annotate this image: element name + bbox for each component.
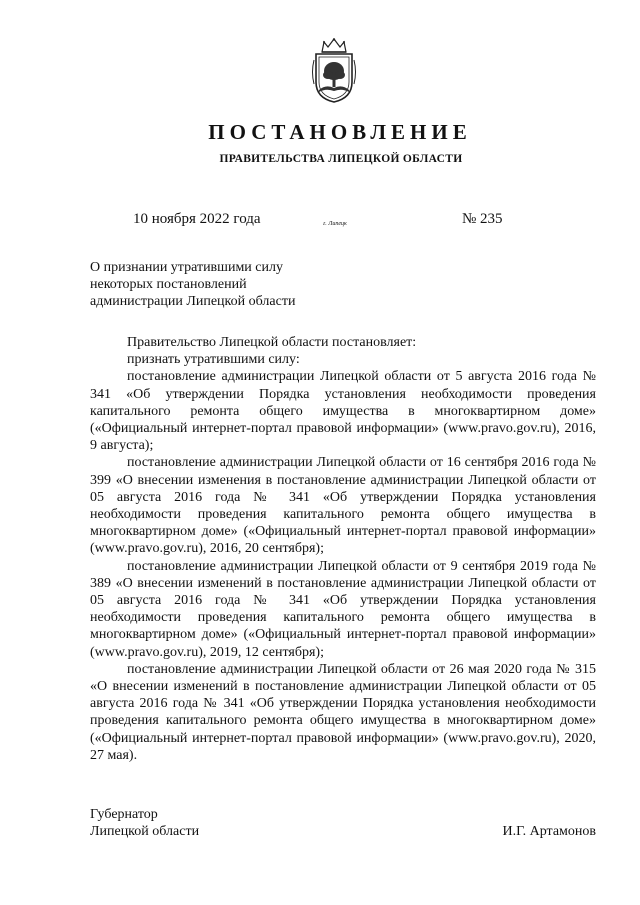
heading-line: некоторых постановлений <box>90 277 247 292</box>
signature-block <box>90 806 596 840</box>
signer-region: Липецкой области <box>90 824 200 839</box>
body-paragraph: постановление администрации Липецкой области от 26 мая 2020 года № 315 «О внесении изменений в постановление администрации Липецкой области от 05 августа 2016 года № 341 «Об утверждении Порядка установления необходимости проведения капитального ремонта общего имущества в многоквартирном доме» («Официальный интернет-портал правовой информации» (www.pravo.gov.ru), 2020, 27 мая). <box>90 661 596 763</box>
issuing-authority: ПРАВИТЕЛЬСТВА ЛИПЕЦКОЙ ОБЛАСТИ <box>219 153 463 165</box>
coat-of-arms-emblem <box>310 38 358 104</box>
heading-line: О признании утратившими силу <box>90 260 283 275</box>
document-title: ПОСТАНОВЛЕНИЕ <box>208 120 472 144</box>
body-paragraph: признать утратившими силу: <box>127 352 300 368</box>
signer-name: И.Г. Артамонов <box>502 824 596 839</box>
heading-line: администрации Липецкой области <box>90 294 296 309</box>
body-paragraph: постановление администрации Липецкой области от 5 августа 2016 года № 341 «Об утверждении Порядка установления необходимости проведения капитального ремонта общего имущества в многоквартирном доме» («Официальный интернет-портал правовой информации» (www.pravo.gov.ru), 2016, 9 августа); <box>90 369 596 454</box>
document-number: № 235 <box>462 211 503 227</box>
body-paragraph: постановление администрации Липецкой области от 9 сентября 2019 года № 389 «О внесении изменений в постановление администрации Липецкой области от 05 августа 2016 года № 341 «Об утверждении Порядка установления необходимости проведения капитального ремонта общего имущества в многоквартирном доме» («Официальный интернет-портал правовой информации» (www.pravo.gov.ru), 2019, 12 сентября); <box>90 558 596 660</box>
document-date: 10 ноября 2022 года <box>133 211 261 227</box>
signer-position: Губернатор <box>90 807 158 822</box>
document-city: г. Липецк <box>323 221 347 227</box>
body-paragraph: постановление администрации Липецкой области от 16 сентября 2016 года № 399 «О внесении изменения в постановление администрации Липецкой области от 05 августа 2016 года № 341 «Об утверждении Порядка установления необходимости проведения капитального ремонта общего имущества в многоквартирном доме» («Официальный интернет-портал правовой информации» (www.pravo.gov.ru), 2016, 20 сентября); <box>90 455 596 557</box>
document-body <box>90 334 596 764</box>
document-heading <box>90 259 295 310</box>
body-paragraph: Правительство Липецкой области постановляет: <box>127 335 417 350</box>
